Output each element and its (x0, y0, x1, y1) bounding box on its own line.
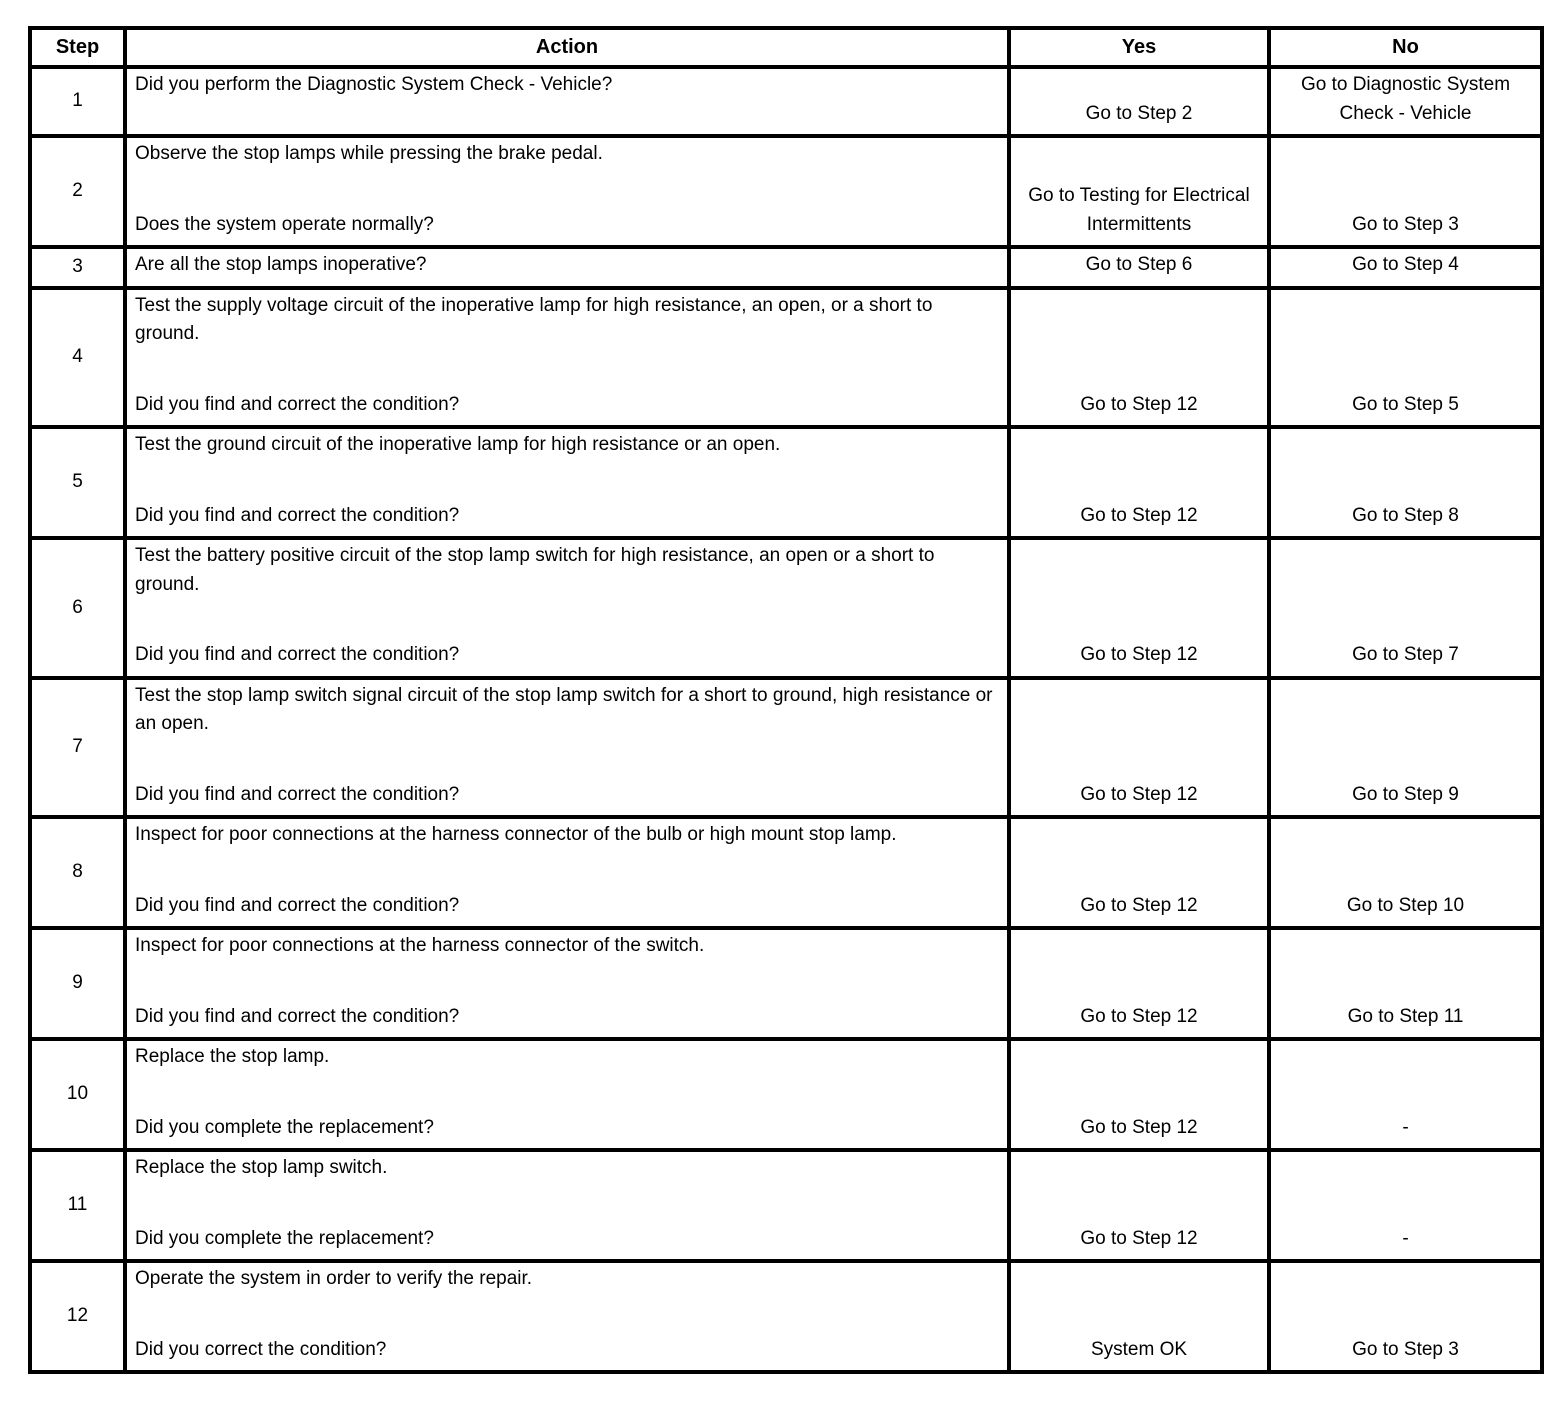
step-cell: 8 (30, 817, 125, 928)
no-cell: Go to Diagnostic System Check - Vehicle (1269, 67, 1542, 136)
action-question: Does the system operate normally? (135, 213, 434, 235)
action-cell (125, 538, 1009, 678)
action-text: Test the stop lamp switch signal circuit of the stop lamp switch for a short to ground, high resistance or an open. (135, 684, 993, 734)
action-cell (125, 427, 1009, 538)
step-cell: 12 (30, 1261, 125, 1372)
yes-cell: Go to Step 12 (1009, 1039, 1269, 1150)
no-cell: Go to Step 4 (1269, 247, 1542, 288)
table-row (30, 538, 1542, 678)
step-cell: 10 (30, 1039, 125, 1150)
no-cell: - (1269, 1039, 1542, 1150)
col-header-action: Action (125, 28, 1009, 67)
action-question: Did you find and correct the condition? (135, 393, 460, 415)
yes-cell: Go to Step 12 (1009, 538, 1269, 678)
step-cell: 5 (30, 427, 125, 538)
action-question: Did you find and correct the condition? (135, 1005, 460, 1027)
col-header-no: No (1269, 28, 1542, 67)
no-cell: Go to Step 10 (1269, 817, 1542, 928)
table-row (30, 67, 1542, 136)
table-header (30, 28, 1542, 67)
yes-cell: Go to Step 12 (1009, 427, 1269, 538)
action-text: Are all the stop lamps inoperative? (135, 254, 427, 275)
table-row (30, 1039, 1542, 1150)
yes-cell: Go to Step 12 (1009, 1150, 1269, 1261)
action-text: Inspect for poor connections at the harness connector of the switch. (135, 935, 705, 956)
action-text: Inspect for poor connections at the harness connector of the bulb or high mount stop lamp. (135, 824, 897, 845)
action-cell (125, 288, 1009, 428)
no-cell: Go to Step 5 (1269, 288, 1542, 428)
step-cell: 2 (30, 136, 125, 247)
no-cell: - (1269, 1150, 1542, 1261)
yes-cell: Go to Step 12 (1009, 817, 1269, 928)
action-text: Did you perform the Diagnostic System Check - Vehicle? (135, 74, 613, 95)
no-cell: Go to Step 7 (1269, 538, 1542, 678)
step-cell: 3 (30, 247, 125, 288)
action-question: Did you find and correct the condition? (135, 644, 460, 665)
table-row (30, 1150, 1542, 1261)
no-cell: Go to Step 9 (1269, 678, 1542, 818)
action-cell (125, 136, 1009, 247)
yes-cell: Go to Step 12 (1009, 288, 1269, 428)
action-question: Did you complete the replacement? (135, 1227, 434, 1249)
action-text: Test the supply voltage circuit of the inoperative lamp for high resistance, an open, or a short to ground. (135, 294, 933, 344)
no-cell: Go to Step 8 (1269, 427, 1542, 538)
table-row (30, 817, 1542, 928)
col-header-step: Step (30, 28, 125, 67)
action-text: Replace the stop lamp switch. (135, 1157, 388, 1178)
step-cell: 9 (30, 928, 125, 1039)
action-cell (125, 678, 1009, 818)
table-row (30, 136, 1542, 247)
step-cell: 1 (30, 67, 125, 136)
action-text: Test the battery positive circuit of the stop lamp switch for high resistance, an open or a short to ground. (135, 545, 935, 595)
yes-cell: Go to Step 2 (1009, 67, 1269, 136)
action-cell (125, 1150, 1009, 1261)
step-cell: 6 (30, 538, 125, 678)
yes-cell: Go to Testing for Electrical Intermittents (1009, 136, 1269, 247)
yes-cell: System OK (1009, 1261, 1269, 1372)
no-cell: Go to Step 3 (1269, 136, 1542, 247)
no-cell: Go to Step 3 (1269, 1261, 1542, 1372)
no-cell: Go to Step 11 (1269, 928, 1542, 1039)
action-cell (125, 928, 1009, 1039)
action-text: Test the ground circuit of the inoperative lamp for high resistance or an open. (135, 434, 781, 455)
diagnostic-table (28, 26, 1544, 1374)
action-text: Operate the system in order to verify the repair. (135, 1268, 533, 1289)
step-cell: 11 (30, 1150, 125, 1261)
action-text: Observe the stop lamps while pressing the brake pedal. (135, 143, 603, 164)
action-question: Did you correct the condition? (135, 1338, 387, 1360)
action-cell (125, 1039, 1009, 1150)
col-header-yes: Yes (1009, 28, 1269, 67)
action-question: Did you find and correct the condition? (135, 504, 460, 526)
action-question: Did you find and correct the condition? (135, 783, 460, 805)
table-row (30, 247, 1542, 288)
action-cell (125, 1261, 1009, 1372)
action-question: Did you find and correct the condition? (135, 894, 460, 916)
table-body (30, 67, 1542, 1372)
step-cell: 4 (30, 288, 125, 428)
yes-cell: Go to Step 6 (1009, 247, 1269, 288)
action-text: Replace the stop lamp. (135, 1046, 330, 1067)
yes-cell: Go to Step 12 (1009, 928, 1269, 1039)
table-row (30, 928, 1542, 1039)
action-cell (125, 817, 1009, 928)
step-cell: 7 (30, 678, 125, 818)
action-cell (125, 247, 1009, 288)
action-cell (125, 67, 1009, 136)
table-row (30, 427, 1542, 538)
action-question: Did you complete the replacement? (135, 1116, 434, 1138)
table-row (30, 288, 1542, 428)
header-row (30, 28, 1542, 67)
yes-cell: Go to Step 12 (1009, 678, 1269, 818)
table-row (30, 678, 1542, 818)
table-row (30, 1261, 1542, 1372)
